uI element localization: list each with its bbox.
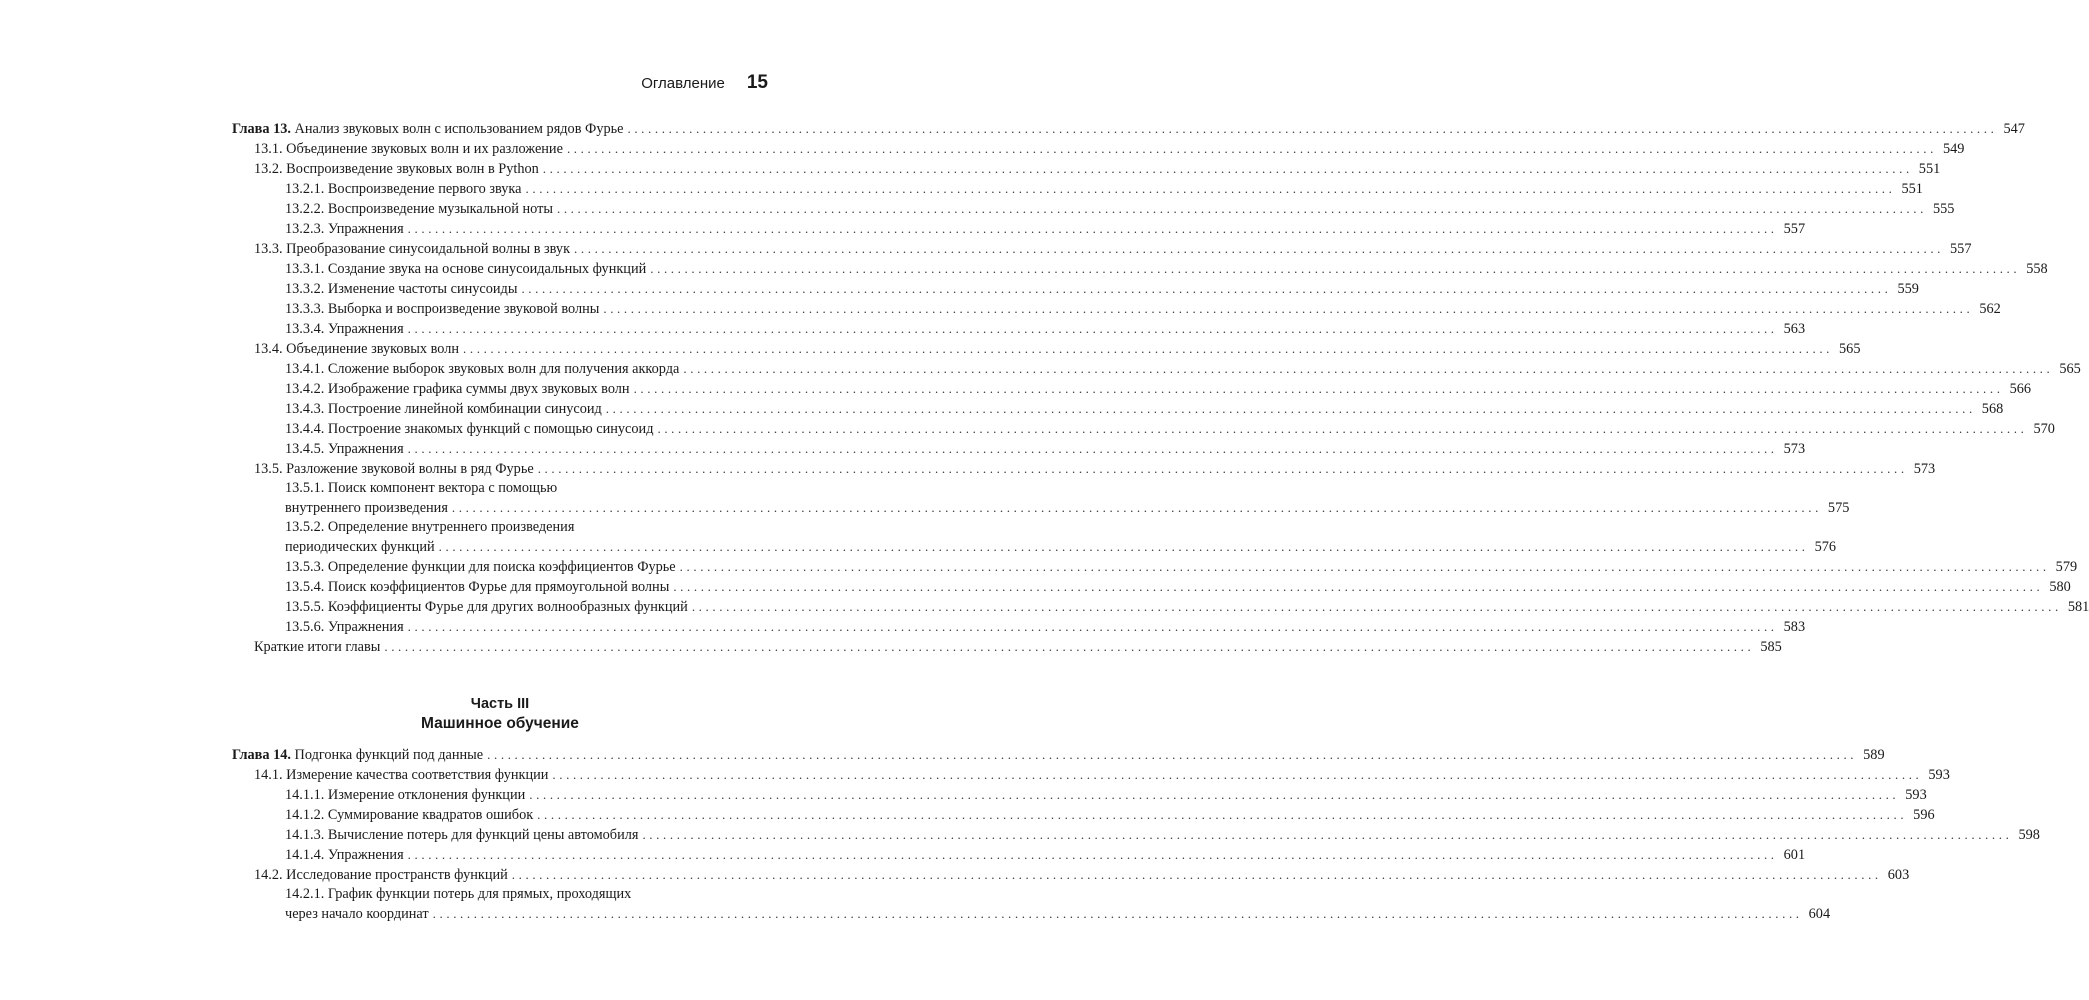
leader-dots: ........................................................................................................................................................................................................ bbox=[633, 381, 2004, 396]
leader-dots: ........................................................................................................................................................................................................ bbox=[683, 361, 2054, 376]
toc-entry-title-continued: внутреннего произведения bbox=[285, 500, 448, 516]
toc-subsection-entry[interactable] bbox=[232, 359, 2081, 379]
leader-dots: ........................................................................................................................................................................................................ bbox=[407, 221, 1778, 236]
leader-dots: ........................................................................................................................................................................................................ bbox=[642, 827, 2013, 842]
toc-entry-title bbox=[232, 745, 483, 765]
header-page-number: 15 bbox=[746, 72, 768, 93]
toc-subsection-entry[interactable] bbox=[232, 279, 1919, 299]
toc-section-entry[interactable] bbox=[232, 459, 1936, 479]
toc-page-number: 580 bbox=[2049, 579, 2071, 595]
toc-page-number: 585 bbox=[1760, 639, 1782, 655]
leader-dots: ........................................................................................................................................................................................................ bbox=[432, 906, 1803, 921]
toc-subsection-entry[interactable] bbox=[232, 597, 2089, 617]
chapter-title: Подгонка функций под данные bbox=[294, 747, 484, 763]
toc-page-number: 557 bbox=[1950, 241, 1972, 257]
leader-dots: ........................................................................................................................................................................................................ bbox=[487, 747, 1858, 762]
leader-dots: ........................................................................................................................................................................................................ bbox=[679, 559, 2050, 574]
toc-page-number: 589 bbox=[1863, 747, 1885, 763]
toc-entry-title: 13.4.3. Построение линейной комбинации синусоид bbox=[285, 401, 602, 417]
leader-dots: ........................................................................................................................................................................................................ bbox=[603, 301, 1974, 316]
toc-entry-title: 13.5. Разложение звуковой волны в ряд Фурье bbox=[254, 461, 534, 477]
part-heading bbox=[232, 694, 768, 734]
leader-dots: ........................................................................................................................................................................................................ bbox=[650, 261, 2021, 276]
toc-subsection-entry[interactable] bbox=[232, 557, 2078, 577]
toc-entry-title: 14.1.3. Вычисление потерь для функций цены автомобиля bbox=[285, 827, 639, 843]
toc-list-chapter-14 bbox=[232, 745, 2040, 924]
leader-dots: ........................................................................................................................................................................................................ bbox=[463, 341, 1834, 356]
toc-entry-title: 13.5.2. Определение внутреннего произведения bbox=[285, 519, 575, 535]
toc-page-number: 601 bbox=[1783, 847, 1806, 863]
toc-entry-title: 13.3.4. Упражнения bbox=[285, 321, 404, 337]
toc-entry-title: 13.2. Воспроизведение звуковых волн в Python bbox=[254, 161, 539, 177]
toc-entry-title: 14.2.1. График функции потерь для прямых, проходящих bbox=[285, 886, 632, 902]
toc-page-number: 570 bbox=[2033, 421, 2055, 437]
header-section-title: Оглавление bbox=[641, 75, 725, 92]
toc-page-number: 551 bbox=[1918, 161, 1941, 177]
toc-page-number: 551 bbox=[1901, 181, 1923, 197]
toc-entry-title: 14.2. Исследование пространств функций bbox=[254, 867, 508, 883]
toc-entry-title: 13.1. Объединение звуковых волн и их разложение bbox=[254, 141, 563, 157]
leader-dots: ........................................................................................................................................................................................................ bbox=[407, 321, 1778, 336]
toc-subsection-entry[interactable] bbox=[232, 299, 2001, 319]
toc-entry-title: 13.3.1. Создание звука на основе синусоидальных функций bbox=[285, 261, 647, 277]
leader-dots: ........................................................................................................................................................................................................ bbox=[438, 539, 1809, 554]
toc-section-entry[interactable] bbox=[232, 139, 1965, 159]
toc-entry-title-continued: через начало координат bbox=[285, 906, 429, 922]
leader-dots: ........................................................................................................................................................................................................ bbox=[384, 639, 1755, 654]
toc-entry-title: 13.5.3. Определение функции для поиска коэффициентов Фурье bbox=[285, 559, 676, 575]
toc-entry-title: 14.1. Измерение качества соответствия функции bbox=[254, 767, 549, 783]
toc-subsection-entry[interactable] bbox=[232, 379, 2032, 399]
running-header bbox=[232, 70, 768, 96]
toc-page-number: 598 bbox=[2018, 827, 2040, 843]
toc-subsection-entry[interactable] bbox=[232, 845, 1806, 865]
toc-subsection-entry[interactable] bbox=[232, 805, 1935, 825]
toc-entry-title: 13.4.2. Изображение графика суммы двух звуковых волн bbox=[285, 381, 630, 397]
leader-dots: ........................................................................................................................................................................................................ bbox=[556, 201, 1927, 216]
toc-section-entry[interactable] bbox=[232, 339, 1861, 359]
chapter-label: Глава 13. bbox=[232, 121, 291, 137]
toc-entry-title: 13.2.1. Воспроизведение первого звука bbox=[285, 181, 522, 197]
toc-subsection-entry[interactable] bbox=[232, 479, 1850, 518]
toc-section-entry[interactable] bbox=[232, 765, 1950, 785]
toc-entry-title: 13.5.5. Коэффициенты Фурье для других волнообразных функций bbox=[285, 599, 688, 615]
toc-page-number: 566 bbox=[2009, 381, 2032, 397]
toc-entry-title bbox=[232, 119, 623, 139]
toc-page-number: 576 bbox=[1814, 539, 1837, 555]
leader-dots: ........................................................................................................................................................................................................ bbox=[574, 241, 1945, 256]
toc-subsection-entry[interactable] bbox=[232, 319, 1806, 339]
toc-entry-title: 13.3. Преобразование синусоидальной волны в звук bbox=[254, 241, 571, 257]
toc-page-number: 573 bbox=[1913, 461, 1936, 477]
leader-dots: ........................................................................................................................................................................................................ bbox=[691, 599, 2062, 614]
leader-dots: ........................................................................................................................................................................................................ bbox=[451, 500, 1822, 515]
toc-page-number: 596 bbox=[1913, 807, 1935, 823]
leader-dots: ........................................................................................................................................................................................................ bbox=[552, 767, 1923, 782]
part-title: Машинное обучение bbox=[421, 715, 579, 732]
toc-subsection-entry[interactable] bbox=[232, 617, 1806, 637]
toc-page-number: 593 bbox=[1928, 767, 1950, 783]
toc-entry-title: 13.5.4. Поиск коэффициентов Фурье для прямоугольной волны bbox=[285, 579, 670, 595]
leader-dots: ........................................................................................................................................................................................................ bbox=[511, 867, 1882, 882]
chapter-label: Глава 14. bbox=[232, 747, 291, 763]
toc-subsection-entry[interactable] bbox=[232, 577, 2071, 597]
toc-page-number: 604 bbox=[1808, 906, 1831, 922]
toc-entry-title: 13.5.6. Упражнения bbox=[285, 619, 404, 635]
toc-entry-title: 13.4.5. Упражнения bbox=[285, 441, 404, 457]
leader-dots: ........................................................................................................................................................................................................ bbox=[657, 421, 2028, 436]
toc-section-entry[interactable] bbox=[232, 159, 1941, 179]
toc-entry-title: 13.4.1. Сложение выборок звуковых волн для получения аккорда bbox=[285, 361, 680, 377]
toc-subsection-entry[interactable] bbox=[232, 259, 2048, 279]
toc-page-number: 549 bbox=[1942, 141, 1965, 157]
toc-page-number: 573 bbox=[1783, 441, 1806, 457]
toc-subsection-entry[interactable] bbox=[232, 179, 1923, 199]
toc-subsection-entry[interactable] bbox=[232, 399, 2004, 419]
toc-page-number: 565 bbox=[2059, 361, 2081, 377]
leader-dots: ........................................................................................................................................................................................................ bbox=[407, 441, 1778, 456]
toc-section-entry[interactable] bbox=[232, 865, 1910, 885]
leader-dots: ........................................................................................................................................................................................................ bbox=[529, 787, 1900, 802]
leader-dots: ........................................................................................................................................................................................................ bbox=[605, 401, 1976, 416]
leader-dots: ........................................................................................................................................................................................................ bbox=[525, 181, 1896, 196]
toc-page-number: 603 bbox=[1887, 867, 1910, 883]
leader-dots: ........................................................................................................................................................................................................ bbox=[566, 141, 1937, 156]
toc-chapter-entry[interactable] bbox=[232, 745, 1885, 765]
toc-page-number: 579 bbox=[2055, 559, 2078, 575]
toc-entry-title: 13.3.2. Изменение частоты синусоиды bbox=[285, 281, 518, 297]
toc-page-number: 581 bbox=[2067, 599, 2089, 615]
toc-page-number: 563 bbox=[1783, 321, 1806, 337]
part-label: Часть III bbox=[470, 696, 530, 712]
toc-page-number: 555 bbox=[1932, 201, 1955, 217]
chapter-title: Анализ звуковых волн с использованием рядов Фурье bbox=[294, 121, 624, 137]
toc-page-number: 547 bbox=[2003, 121, 2025, 137]
toc-page-number: 583 bbox=[1783, 619, 1806, 635]
toc-page-number: 565 bbox=[1839, 341, 1861, 357]
toc-entry-title: 14.1.1. Измерение отклонения функции bbox=[285, 787, 526, 803]
toc-entry-title: 13.4.4. Построение знакомых функций с помощью синусоид bbox=[285, 421, 654, 437]
toc-page-number: 562 bbox=[1979, 301, 2001, 317]
leader-dots: ........................................................................................................................................................................................................ bbox=[537, 807, 1908, 822]
toc-subsection-entry[interactable] bbox=[232, 199, 1955, 219]
toc-subsection-entry[interactable] bbox=[232, 518, 1837, 557]
toc-subsection-entry[interactable] bbox=[232, 419, 2055, 439]
toc-subsection-entry[interactable] bbox=[232, 825, 2040, 845]
toc-page-number: 559 bbox=[1897, 281, 1919, 297]
toc-page-number: 593 bbox=[1905, 787, 1927, 803]
leader-dots: ........................................................................................................................................................................................................ bbox=[537, 461, 1908, 476]
toc-list-chapter-13 bbox=[232, 119, 2089, 657]
leader-dots: ........................................................................................................................................................................................................ bbox=[542, 161, 1913, 176]
leader-dots: ........................................................................................................................................................................................................ bbox=[627, 121, 1998, 136]
toc-entry-title: Краткие итоги главы bbox=[254, 639, 381, 655]
leader-dots: ........................................................................................................................................................................................................ bbox=[407, 847, 1778, 862]
toc-page-number: 557 bbox=[1783, 221, 1806, 237]
toc-subsection-entry[interactable] bbox=[232, 219, 1806, 239]
toc-entry-title: 14.1.2. Суммирование квадратов ошибок bbox=[285, 807, 534, 823]
toc-page-number: 568 bbox=[1981, 401, 2004, 417]
toc-entry-title: 13.5.1. Поиск компонент вектора с помощью bbox=[285, 480, 558, 496]
toc-entry-title: 14.1.4. Упражнения bbox=[285, 847, 404, 863]
leader-dots: ........................................................................................................................................................................................................ bbox=[673, 579, 2044, 594]
toc-entry-title: 13.4. Объединение звуковых волн bbox=[254, 341, 460, 357]
toc-subsection-entry[interactable] bbox=[232, 439, 1806, 459]
toc-subsection-entry[interactable] bbox=[232, 785, 1927, 805]
toc-page-number: 575 bbox=[1827, 500, 1850, 516]
leader-dots: ........................................................................................................................................................................................................ bbox=[521, 281, 1892, 296]
toc-entry-title: 13.2.2. Воспроизведение музыкальной ноты bbox=[285, 201, 553, 217]
toc-chapter-entry[interactable] bbox=[232, 119, 2025, 139]
toc-subsection-entry[interactable] bbox=[232, 885, 1831, 924]
leader-dots: ........................................................................................................................................................................................................ bbox=[407, 619, 1778, 634]
toc-entry-title: 13.2.3. Упражнения bbox=[285, 221, 404, 237]
toc-section-entry[interactable] bbox=[232, 239, 1972, 259]
toc-page-number: 558 bbox=[2026, 261, 2048, 277]
toc-section-entry[interactable] bbox=[232, 637, 1782, 657]
toc-entry-title-continued: периодических функций bbox=[285, 539, 435, 555]
toc-entry-title: 13.3.3. Выборка и воспроизведение звуковой волны bbox=[285, 301, 600, 317]
